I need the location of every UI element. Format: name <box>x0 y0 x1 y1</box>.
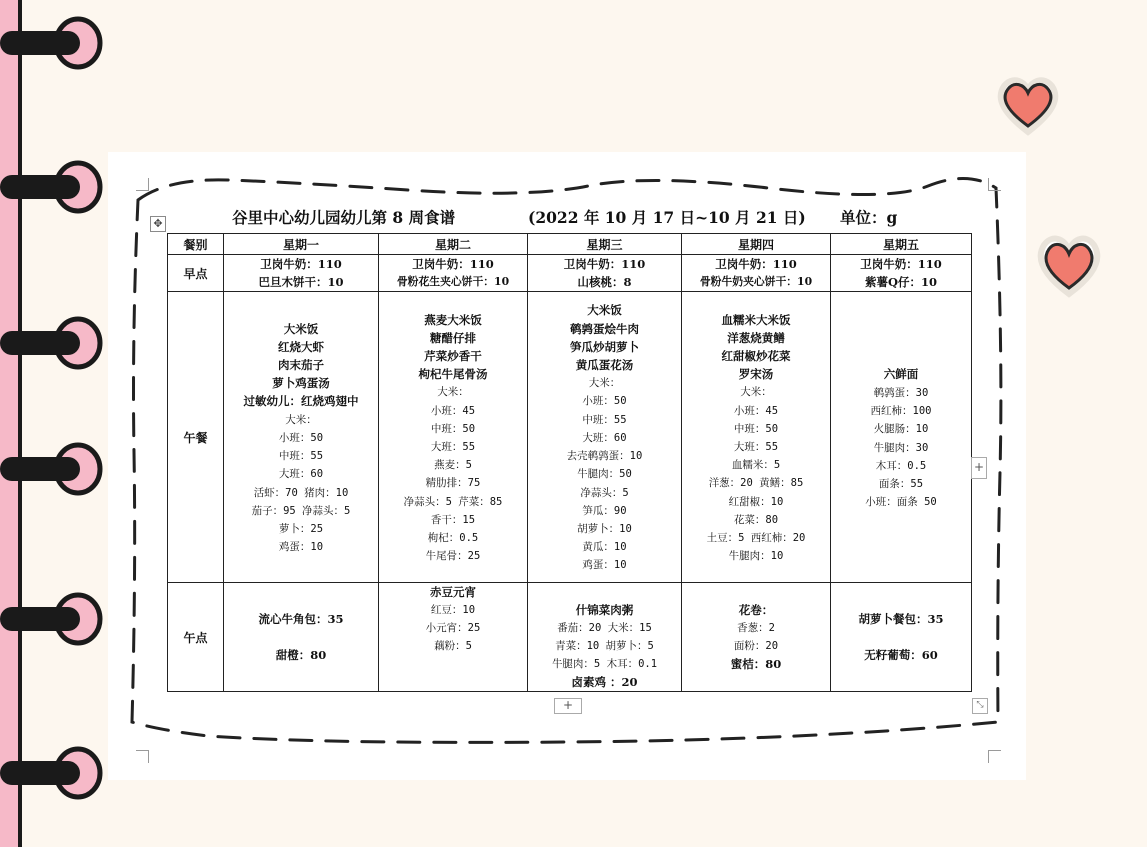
ingredient-line: 牛腿肉：5 木耳：0.1 <box>551 658 658 670</box>
ingredient-line: 大米： <box>285 413 317 426</box>
dish-name: 大米饭 <box>587 303 622 318</box>
day-header: 星期二 <box>379 234 528 255</box>
ingredient-line: 鹌鹑蛋：30 <box>873 386 929 399</box>
dish-name: 萝卜鸡蛋汤 <box>272 376 330 391</box>
dish-name: 六鲜面 <box>883 366 919 381</box>
dish-name: 蜜桔：80 <box>730 657 782 671</box>
dish-name: 黄瓜蛋花汤 <box>575 358 634 373</box>
ingredient-line: 胡萝卜：10 <box>577 522 632 535</box>
binder-ring <box>0 438 105 500</box>
ingredient-line: 牛腿肉：50 <box>577 468 632 481</box>
table-cell <box>379 583 528 692</box>
binder-ring <box>0 12 105 74</box>
ingredient-line: 西红柿：100 <box>870 405 932 418</box>
ingredient-line: 中班：50 <box>733 422 779 435</box>
table-cell <box>224 255 379 292</box>
document-header <box>232 206 952 228</box>
document-page <box>108 152 1026 780</box>
table-cell <box>379 255 528 292</box>
cell-line: 紫薯Q仔：10 <box>864 275 938 289</box>
dish-name: 花卷： <box>738 603 774 617</box>
table-cell <box>224 583 379 692</box>
ingredient-line: 枸杞：0.5 <box>427 532 479 545</box>
table-header-row <box>168 234 972 255</box>
page-corner-mark <box>988 178 1001 191</box>
dish-name: 洋葱烧黄鳝 <box>727 330 785 345</box>
ingredient-line: 土豆：5 西红柿：20 <box>706 532 806 545</box>
dish-name: 糖醋仔排 <box>430 330 476 345</box>
table-row-lunch <box>168 292 972 583</box>
ingredient-line: 血糯米：5 <box>731 459 781 472</box>
dish-name: 血糯米大米饭 <box>721 312 791 327</box>
table-cell <box>682 292 831 583</box>
cell-line: 骨粉牛奶夹心饼干：10 <box>699 275 813 288</box>
binder-ring <box>0 312 105 374</box>
ingredient-line: 中班：55 <box>278 450 324 463</box>
ingredient-line: 藕粉：5 <box>434 640 472 652</box>
dish-name: 红烧大虾 <box>278 339 324 354</box>
ingredient-line: 小班：45 <box>430 404 476 417</box>
binder-ring <box>0 742 105 804</box>
ingredient-line: 面条：55 <box>878 477 924 490</box>
add-row-button[interactable]: + <box>554 698 582 714</box>
ingredient-line: 红豆：10 <box>430 604 476 616</box>
ingredient-line: 中班：55 <box>582 413 627 426</box>
page-title: 谷里中心幼儿园幼儿第 8 周食谱 <box>232 208 456 227</box>
ingredient-line: 小班：50 <box>278 431 324 444</box>
page-corner-mark <box>988 750 1001 763</box>
table-cell <box>682 255 831 292</box>
table-resize-handle[interactable]: ⤡ <box>972 698 988 714</box>
ingredient-line: 大米： <box>437 386 469 399</box>
ingredient-line: 鸡蛋：10 <box>278 541 324 554</box>
dish-name: 赤豆元宵 <box>430 585 476 599</box>
table-cell <box>379 292 528 583</box>
cell-line: 山核桃：8 <box>577 275 632 289</box>
ingredient-line: 鸡蛋：10 <box>582 559 627 572</box>
dish-name: 燕麦大米饭 <box>424 312 482 327</box>
day-header: 星期一 <box>224 234 379 255</box>
dish-name: 罗宋汤 <box>738 367 774 382</box>
cell-line: 卫岗牛奶：110 <box>412 257 494 271</box>
ingredient-line: 木耳：0.5 <box>875 459 927 472</box>
ingredient-line: 香葱：2 <box>737 622 775 634</box>
dish-name: 甜橙：80 <box>275 648 327 662</box>
ingredient-line: 笋瓜：90 <box>582 504 627 517</box>
table-cell <box>831 292 972 583</box>
dish-name: 过敏幼儿：红烧鸡翅中 <box>243 394 359 409</box>
ingredient-line: 青菜：10 胡萝卜：5 <box>555 640 654 652</box>
date-range: (2022 年 10 月 17 日~10 月 21 日) <box>528 208 806 227</box>
menu-table <box>167 233 972 692</box>
dish-name: 无籽葡萄：60 <box>864 648 938 662</box>
ingredient-line: 番茄：20 大米：15 <box>557 622 652 634</box>
dish-name: 红甜椒炒花菜 <box>721 348 791 363</box>
table-cell <box>528 255 682 292</box>
ingredient-line: 黄瓜：10 <box>582 541 627 554</box>
cell-line: 卫岗牛奶：110 <box>715 257 797 271</box>
dish-name: 胡萝卜餐包：35 <box>858 612 944 626</box>
table-row-breakfast <box>168 255 972 292</box>
ingredient-line: 花菜：80 <box>733 513 779 526</box>
cell-line: 卫岗牛奶：110 <box>260 257 342 271</box>
ingredient-line: 精肋排：75 <box>425 477 481 490</box>
corner-header: 餐别 <box>168 234 224 255</box>
ingredient-line: 小班：45 <box>733 404 779 417</box>
ingredient-line: 大班：55 <box>430 441 476 453</box>
ingredient-line: 去壳鹌鹑蛋：10 <box>566 450 643 463</box>
ingredient-line: 燕麦：5 <box>434 459 472 472</box>
ingredient-line: 火腿肠：10 <box>873 423 929 436</box>
ingredient-line: 牛腿肉：10 <box>728 550 784 563</box>
dish-name: 鹌鹑蛋烩牛肉 <box>570 321 639 336</box>
page-corner-mark <box>136 178 149 191</box>
dish-name: 芹菜炒香干 <box>424 348 482 363</box>
day-header: 星期四 <box>682 234 831 255</box>
ingredient-line: 净蒜头：5 芹菜：85 <box>403 495 503 508</box>
table-cell <box>831 255 972 292</box>
ingredient-line: 大班：60 <box>582 431 627 444</box>
row-label: 早点 <box>168 255 224 292</box>
heart-icon <box>992 70 1064 140</box>
day-header: 星期五 <box>831 234 972 255</box>
ingredient-line: 大米： <box>740 386 772 399</box>
page-corner-mark <box>136 750 149 763</box>
ingredient-line: 洋葱：20 黄鳝：85 <box>708 477 804 490</box>
unit-label: 单位：g <box>840 208 898 227</box>
binder-ring <box>0 156 105 218</box>
row-label: 午餐 <box>168 292 224 583</box>
table-cell <box>682 583 831 692</box>
table-cell <box>528 583 682 692</box>
dish-name: 大米饭 <box>283 321 319 336</box>
cell-line: 骨粉花生夹心饼干：10 <box>396 275 510 288</box>
table-cell <box>831 583 972 692</box>
binder-ring <box>0 588 105 650</box>
dish-name: 枸杞牛尾骨汤 <box>418 367 488 382</box>
cell-line: 卫岗牛奶：110 <box>563 257 646 271</box>
table-row-snack <box>168 583 972 692</box>
add-column-button[interactable]: + <box>971 457 987 479</box>
ingredient-line: 茄子：95 净蒜头：5 <box>251 504 351 517</box>
ingredient-line: 红甜椒：10 <box>728 495 784 508</box>
table-cell <box>528 292 682 583</box>
ingredient-line: 活虾：70 猪肉：10 <box>253 486 349 499</box>
dish-name: 肉末茄子 <box>278 358 324 373</box>
dish-name: 什锦菜肉粥 <box>575 603 634 617</box>
ingredient-line: 小元宵：25 <box>425 622 481 634</box>
row-label: 午点 <box>168 583 224 692</box>
day-header: 星期三 <box>528 234 682 255</box>
table-cell <box>224 292 379 583</box>
dish-name: 流心牛角包：35 <box>258 612 344 626</box>
heart-icon <box>1032 228 1106 302</box>
dish-name: 卤素鸡 ：20 <box>571 675 638 689</box>
ingredient-line: 面粉：20 <box>733 640 779 652</box>
dish-name: 笋瓜炒胡萝卜 <box>570 339 639 354</box>
ingredient-line: 中班：50 <box>430 422 476 435</box>
ingredient-line: 大班：55 <box>733 441 779 453</box>
ingredient-line: 牛尾骨：25 <box>425 550 481 563</box>
ingredient-line: 大班：60 <box>278 468 324 481</box>
ingredient-line: 小班：50 <box>582 395 627 408</box>
ingredient-line: 香干：15 <box>430 513 476 526</box>
cell-line: 卫岗牛奶：110 <box>860 257 942 271</box>
cell-line: 巴旦木饼干：10 <box>258 275 344 289</box>
ingredient-line: 净蒜头：5 <box>580 486 629 499</box>
binder-strip <box>0 0 22 847</box>
table-move-handle[interactable]: ✥ <box>150 216 166 232</box>
ingredient-line: 萝卜：25 <box>278 522 324 535</box>
ingredient-line: 大米： <box>588 377 621 390</box>
ingredient-line: 小班：面条 50 <box>865 496 937 509</box>
ingredient-line: 牛腿肉：30 <box>873 441 929 454</box>
